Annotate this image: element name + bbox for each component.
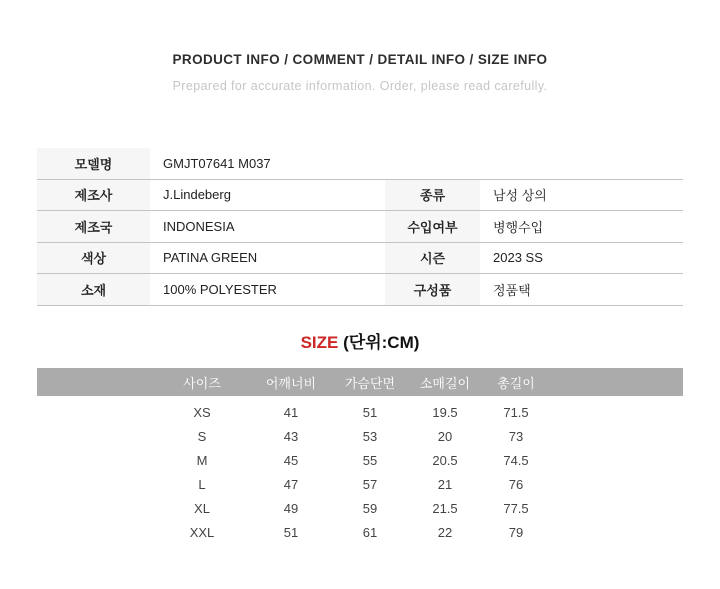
size-cell: 20 xyxy=(437,428,453,444)
size-cell: 71.5 xyxy=(503,404,529,420)
size-row-xxl xyxy=(37,520,683,544)
size-cell: XL xyxy=(194,500,210,516)
size-row-s xyxy=(37,424,683,448)
size-cell: 49 xyxy=(283,500,299,516)
row-value: 100% POLYESTER xyxy=(163,281,277,297)
size-table xyxy=(37,368,683,544)
size-table-body xyxy=(37,400,683,544)
size-cell: 61 xyxy=(362,524,378,540)
header-cell-sleeve: 소매길이 xyxy=(419,375,471,391)
row-label: 모델명 xyxy=(37,148,150,179)
size-cell: 45 xyxy=(283,452,299,468)
table-row-material xyxy=(37,274,683,306)
size-cell: 21 xyxy=(437,476,453,492)
size-row-xl xyxy=(37,496,683,520)
page-subtitle: Prepared for accurate information. Order, please read carefully. xyxy=(172,79,548,93)
header-cell-shoulder: 어깨너비 xyxy=(265,375,317,391)
header-cell-chest: 가슴단면 xyxy=(344,375,396,391)
size-cell: 53 xyxy=(362,428,378,444)
size-cell: 47 xyxy=(283,476,299,492)
size-row-l xyxy=(37,472,683,496)
row-label: 시즌 xyxy=(385,243,480,274)
row-label: 제조사 xyxy=(37,180,150,211)
size-cell: S xyxy=(197,428,207,444)
row-label: 제조국 xyxy=(37,211,150,242)
size-cell: 51 xyxy=(283,524,299,540)
row-label: 구성품 xyxy=(385,274,480,305)
row-value: INDONESIA xyxy=(163,218,235,234)
table-row-model xyxy=(37,148,683,180)
size-cell: 76 xyxy=(508,476,524,492)
size-cell: 21.5 xyxy=(432,500,458,516)
size-cell: L xyxy=(198,476,206,492)
size-cell: M xyxy=(196,452,208,468)
row-label: 색상 xyxy=(37,243,150,274)
size-cell: 73 xyxy=(508,428,524,444)
size-cell: 41 xyxy=(283,404,299,420)
size-section-title xyxy=(0,328,720,353)
size-cell: 51 xyxy=(362,404,378,420)
product-info-table xyxy=(37,148,683,306)
row-value: 병행수입 xyxy=(493,219,544,235)
table-row-country xyxy=(37,211,683,243)
size-cell: 59 xyxy=(362,500,378,516)
row-label: 소재 xyxy=(37,274,150,305)
page-title: PRODUCT INFO / COMMENT / DETAIL INFO / SIZE INFO xyxy=(172,52,548,67)
size-cell: 20.5 xyxy=(432,452,458,468)
size-cell: XXL xyxy=(189,524,215,540)
size-cell: 22 xyxy=(437,524,453,540)
row-label: 종류 xyxy=(385,180,480,211)
size-cell: 43 xyxy=(283,428,299,444)
size-unit-text: (단위:CM) xyxy=(343,333,420,352)
size-cell: 55 xyxy=(362,452,378,468)
row-value: 정품택 xyxy=(493,282,531,298)
header-cell-size: 사이즈 xyxy=(183,375,221,391)
size-title-text: SIZE xyxy=(300,333,339,352)
table-row-manufacturer xyxy=(37,180,683,212)
header-cell-length: 총길이 xyxy=(497,375,535,391)
info-header xyxy=(0,0,720,93)
row-value: 2023 SS xyxy=(493,250,543,266)
size-table-header xyxy=(37,368,683,396)
row-value: PATINA GREEN xyxy=(163,250,258,266)
size-cell: 74.5 xyxy=(503,452,529,468)
row-value: J.Lindeberg xyxy=(163,187,231,203)
size-cell: 19.5 xyxy=(432,404,458,420)
table-row-color xyxy=(37,243,683,275)
size-row-m xyxy=(37,448,683,472)
size-row-xs xyxy=(37,400,683,424)
size-cell: 57 xyxy=(362,476,378,492)
row-value: GMJT07641 M037 xyxy=(163,155,271,171)
size-cell: 79 xyxy=(508,524,524,540)
row-value: 남성 상의 xyxy=(493,188,547,204)
size-cell: 77.5 xyxy=(503,500,529,516)
size-cell: XS xyxy=(193,404,211,420)
row-label: 수입여부 xyxy=(385,211,480,242)
